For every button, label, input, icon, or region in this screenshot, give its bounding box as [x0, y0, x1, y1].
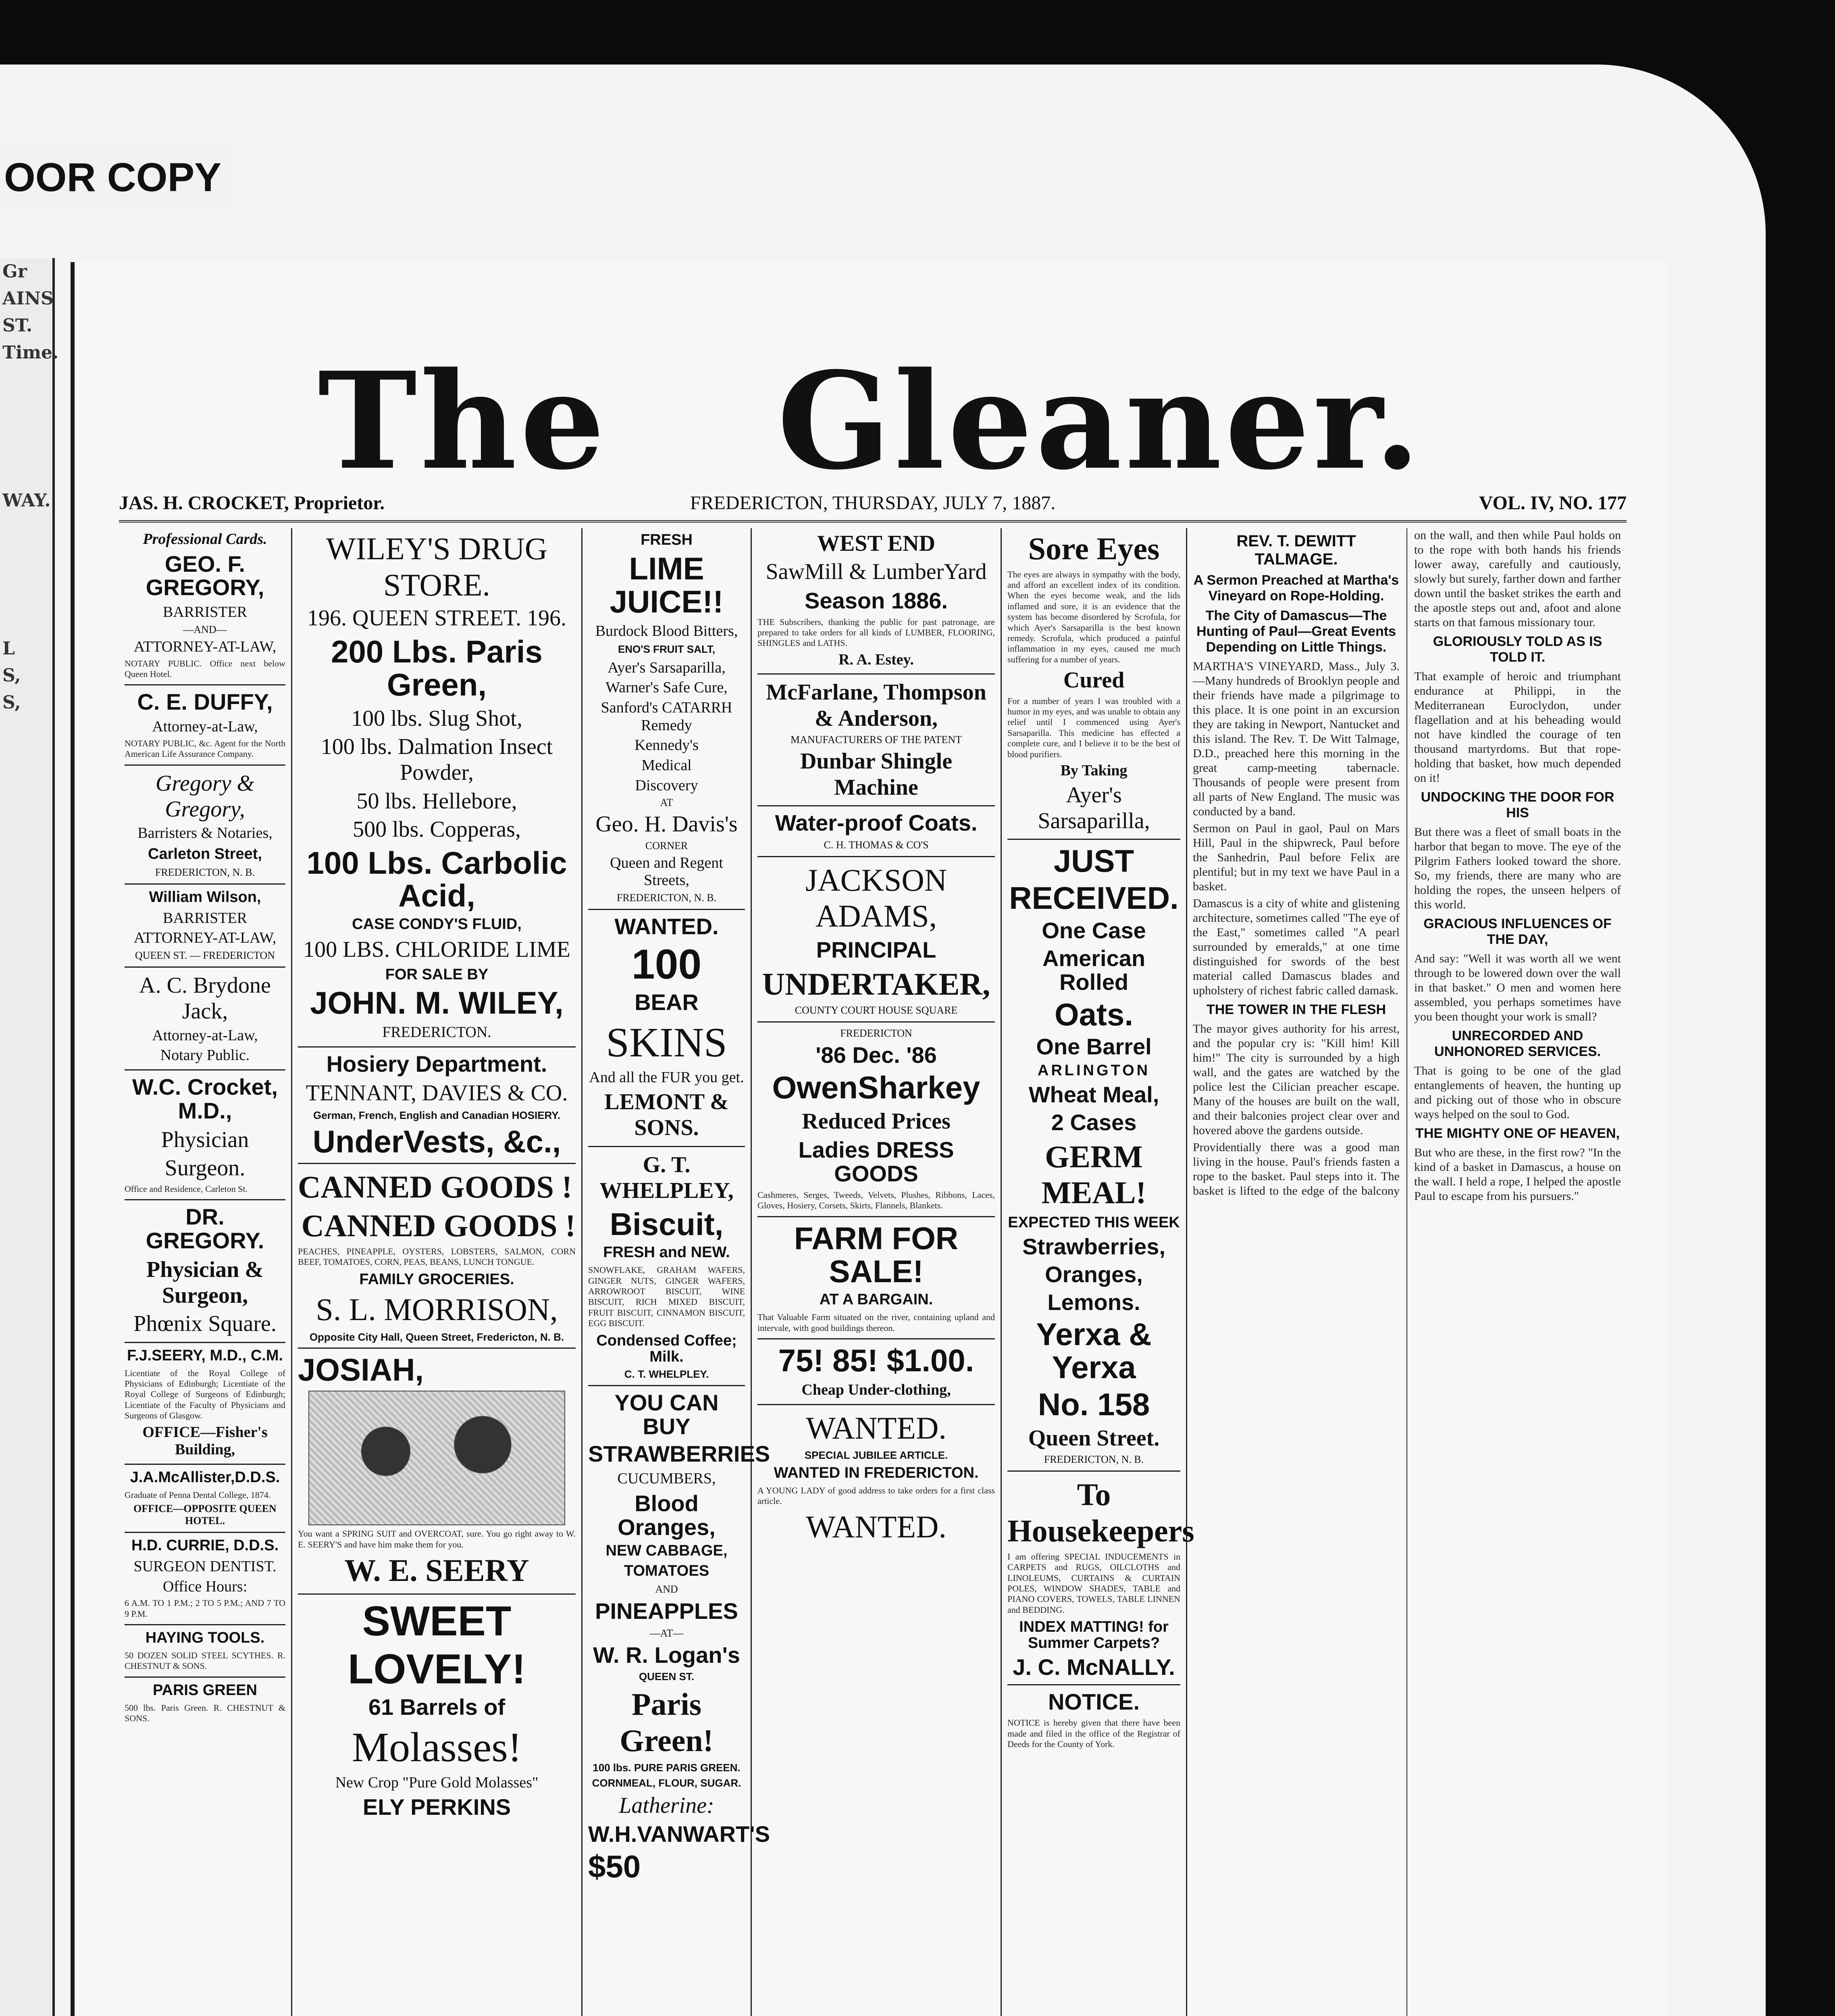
- ad-text: You want a SPRING SUIT and OVERCOAT, sure. You go right away to W. E. SEERY'S and have him make them for you.: [298, 1529, 576, 1549]
- ad-headline: Sore Eyes: [1028, 531, 1160, 566]
- ad-merchant: W.H.VANWART'S: [588, 1821, 770, 1847]
- ad-merchant: G. T. WHELPLEY,: [599, 1152, 734, 1204]
- ad-headline: CANNED GOODS !: [301, 1208, 576, 1243]
- indoor-copy-stamp: OOR COPY: [0, 145, 230, 210]
- divider: [298, 1046, 576, 1048]
- divider: [125, 1199, 285, 1200]
- masthead-word: Gleaner.: [777, 343, 1424, 499]
- ad-line: Cheap Under-clothing,: [801, 1381, 951, 1399]
- card-hours: 6 A.M. TO 1 P.M.; 2 TO 5 P.M.; AND 7 TO 9 P.M.: [125, 1598, 285, 1619]
- divider: [125, 1464, 285, 1465]
- column-professional-cards: [119, 528, 292, 2016]
- ad-merchant: Geo. H. Davis's: [595, 812, 738, 837]
- ad-line: EXPECTED THIS WEEK: [1008, 1214, 1180, 1231]
- strip-fragment: S,: [2, 665, 21, 686]
- ad-item: Sanford's CATARRH Remedy: [601, 699, 732, 734]
- ad-item: PINEAPPLES: [595, 1598, 738, 1624]
- ad-text: German, French, English and Canadian HOSIERY.: [313, 1109, 561, 1122]
- ad-line: FOR SALE BY: [385, 966, 489, 983]
- ad-line: CASE CONDY'S FLUID,: [352, 916, 522, 933]
- ad-address: 196. QUEEN STREET. 196.: [307, 606, 566, 631]
- article-subhead: GRACIOUS INFLUENCES OF THE DAY,: [1423, 916, 1612, 947]
- ad-merchant: LEMONT & SONS.: [604, 1089, 729, 1141]
- ad-text: I am offering SPECIAL INDUCEMENTS in CARPETS and RUGS, OILCLOTHS and LINOLEUMS, CURTAINS & CURTAIN POLES, WINDOW SHADES, TABLE and PIANO COVERS, TOWELS, TABLE LINNEN and BEDDING.: [1007, 1551, 1180, 1615]
- strip-fragment: S,: [2, 692, 21, 713]
- ad-merchant: C. H. THOMAS & CO'S: [824, 839, 929, 851]
- column-drug-store-ads: [292, 528, 583, 2016]
- divider: [588, 1146, 745, 1147]
- article-paragraph: The mayor gives authority for his arrest, and the popular cry is: "Kill him! Kill him!" The city is surrounded by a high wall, and the gates are watched by the police lest the Cilician preacher escape. Many of the houses are built on the wall, and their balconies project clear over and hovered above the gardens outside.: [1193, 1022, 1400, 1137]
- card-text: Licentiate of the Royal College of Physicians of Edinburgh; Licentiate of the Royal College of Surgeons of Edinburgh; Licentiate of the Faculty of Physicians and Surgeons of Glasgow.: [125, 1368, 285, 1421]
- ad-item: Kennedy's: [635, 737, 699, 754]
- ad-text: NOTICE is hereby given that there have been made and filed in the office of the Registrar of Deeds for the County of York.: [1007, 1718, 1180, 1749]
- ad-line: 50 lbs. Hellebore,: [356, 788, 517, 814]
- ad-line: Condensed Coffee; Milk.: [596, 1332, 737, 1365]
- ad-headline: GERM MEAL!: [1041, 1139, 1146, 1210]
- ad-headline: BEAR: [635, 989, 699, 1015]
- ad-line: Queen and Regent Streets,: [610, 854, 723, 889]
- strip-fragment: Gr: [2, 261, 27, 282]
- ad-headline: JOSIAH,: [298, 1352, 424, 1388]
- ad-headline: CANNED GOODS !: [298, 1169, 572, 1205]
- card-title: Attorney-at-Law,: [152, 718, 258, 735]
- ad-line: One Barrel: [1036, 1034, 1152, 1060]
- card-office: OFFICE—OPPOSITE QUEEN HOTEL.: [133, 1503, 277, 1527]
- ad-merchant: ELY PERKINS: [362, 1794, 511, 1820]
- ad-line: FAMILY GROCERIES.: [359, 1270, 514, 1288]
- ad-headline: WANTED.: [806, 1410, 947, 1445]
- ad-line: 100 lbs. PURE PARIS GREEN.: [593, 1762, 741, 1774]
- divider: [1007, 1470, 1180, 1472]
- article-paragraph: But there was a fleet of small boats in the harbor that began to move. The eye of the Pilgrim Fathers looked toward the shore. So, my friends, there are many who are holding the ropes, the unseen helpers of this world.: [1414, 825, 1621, 911]
- divider: [125, 684, 285, 685]
- divider: [757, 856, 995, 857]
- ad-merchant: McFarlane, Thompson & Anderson,: [766, 680, 986, 731]
- columns: [119, 528, 1627, 2016]
- article-subtitle: The City of Damascus—The Hunting of Paul—Great Events Depending on Little Things.: [1196, 608, 1396, 655]
- card-title: Attorney-at-Law,: [152, 1027, 258, 1044]
- ad-line: Wheat Meal,: [1028, 1082, 1159, 1108]
- article-subhead: THE MIGHTY ONE OF HEAVEN,: [1415, 1126, 1620, 1141]
- ad-text: 50 DOZEN SOLID STEEL SCYTHES. R. CHESTNUT & SONS.: [125, 1650, 285, 1671]
- ad-headline: Oats.: [1054, 996, 1134, 1032]
- card-address: QUEEN ST. — FREDERICTON: [135, 950, 275, 962]
- ad-headline: NOTICE.: [1048, 1689, 1140, 1714]
- ad-headline: JUST: [1053, 843, 1134, 879]
- ad-address: COUNTY COURT HOUSE SQUARE: [795, 1004, 958, 1016]
- ad-headline: Ladies DRESS GOODS: [798, 1137, 954, 1187]
- volume-number: VOL. IV, NO. 177: [1479, 492, 1627, 514]
- card-name: Gregory & Gregory,: [155, 771, 255, 822]
- divider: [298, 1593, 576, 1595]
- strip-fragment: WAY.: [2, 490, 51, 511]
- ad-line: New Crop "Pure Gold Molasses": [335, 1774, 539, 1791]
- divider: [125, 1677, 285, 1678]
- article-paragraph: And say: "Well it was worth all we went through to be lowered down over the wall in that basket." O men and women here assembled, you perhaps sometimes have you been thought your work is small?: [1414, 952, 1621, 1023]
- ad-headline: Ayer's Sarsaparilla,: [1038, 782, 1150, 834]
- divider: [125, 883, 285, 885]
- ad-headline: 75! 85! $1.00.: [778, 1343, 974, 1379]
- card-address: Phœnix Square.: [133, 1311, 277, 1337]
- ad-merchant: W. R. Logan's: [593, 1642, 740, 1668]
- divider: [125, 1532, 285, 1533]
- ad-headline: 100: [631, 941, 702, 988]
- ad-item: ENO'S FRUIT SALT,: [618, 643, 716, 656]
- strip-fragment: L: [2, 638, 15, 659]
- adjacent-page-strip: [0, 258, 59, 2016]
- ad-text: Cashmeres, Serges, Tweeds, Velvets, Plushes, Ribbons, Laces, Gloves, Hosiery, Corsets, Skirts, Flannels, Blankets.: [757, 1189, 995, 1211]
- ad-item: Strawberries,: [1022, 1234, 1165, 1260]
- ad-headline: STRAWBERRIES: [588, 1441, 770, 1467]
- card-name: F.J.SEERY, M.D., C.M.: [127, 1347, 283, 1364]
- card-name: J.A.McAllister,D.D.S.: [130, 1468, 280, 1486]
- ad-line: SPECIAL JUBILEE ARTICLE.: [804, 1449, 948, 1462]
- ad-headline: Molasses!: [352, 1724, 522, 1770]
- ad-text: SNOWFLAKE, GRAHAM WAFERS, GINGER NUTS, GINGER WAFERS, ARROWROOT BISCUIT, WINE BISCUIT, RICH MIXED BISCUIT, FRUIT BISCUIT, CINNAMON BISCUIT, EGG BISCUIT.: [588, 1265, 745, 1329]
- ad-headline: WANTED.: [806, 1509, 947, 1545]
- card-hours-label: Office Hours:: [162, 1578, 248, 1595]
- article-subhead: UNDOCKING THE DOOR FOR HIS: [1421, 789, 1614, 821]
- proprietor: JAS. H. CROCKET, Proprietor.: [119, 492, 385, 514]
- ad-item: NEW CABBAGE,: [605, 1542, 728, 1560]
- ad-text: PEACHES, PINEAPPLE, OYSTERS, LOBSTERS, SALMON, CORN BEEF, TOMATOES, CORN, PEAS, BEANS, LUNCH TONGUE.: [298, 1246, 576, 1267]
- ad-headline: Biscuit,: [610, 1206, 724, 1242]
- ad-headline: UnderVests, &c.,: [312, 1123, 561, 1159]
- card-address: Carleton Street,: [148, 846, 262, 863]
- ad-merchant: C. T. WHELPLEY.: [624, 1368, 709, 1381]
- ad-line: FRESH and NEW.: [603, 1244, 730, 1261]
- ad-merchant: JOHN. M. WILEY,: [310, 985, 564, 1021]
- card-text: Office and Residence, Carleton St.: [125, 1183, 248, 1194]
- ad-headline: SawMill & LumberYard: [766, 559, 987, 585]
- card-title: Barristers & Notaries,: [137, 825, 273, 842]
- ad-line: 200 Lbs. Paris Green,: [331, 633, 543, 702]
- ad-text: That Valuable Farm situated on the river, containing upland and intervale, with good buildings thereon.: [757, 1312, 995, 1333]
- ad-merchant: OwenSharkey: [772, 1070, 980, 1106]
- divider: [1007, 839, 1180, 840]
- ad-headline: LIME JUICE!!: [610, 550, 724, 619]
- strip-fragment: AINS: [2, 288, 54, 309]
- card-title: BARRISTER: [162, 909, 248, 927]
- ad-merchant: J. C. McNALLY.: [1013, 1654, 1175, 1680]
- ad-merchant: W. E. SEERY: [344, 1553, 529, 1588]
- article-title: A Sermon Preached at Martha's Vineyard on Rope-Holding.: [1193, 573, 1399, 604]
- card-name: A. C. Brydone Jack,: [139, 973, 271, 1024]
- ad-headline: RECEIVED.: [1009, 880, 1179, 916]
- divider: [757, 1338, 995, 1339]
- ad-merchant: JACKSON ADAMS,: [805, 862, 947, 934]
- ad-item: Burdock Blood Bitters,: [595, 622, 738, 639]
- ad-line: By Taking: [1060, 762, 1128, 779]
- ad-headline: WANTED.: [614, 913, 719, 939]
- ad-headline: FARM FOR SALE!: [794, 1220, 959, 1289]
- article-paragraph: MARTHA'S VINEYARD, Mass., July 3.—Many hundreds of Brooklyn people and their friends have made a pilgrimage to this place. It is one point in an excursion they are taking in Newport, Nantucket and this island. The Rev. T. De Witt Talmage, D.D., preached here this morning in the great camp-meeting tabernacle. Thousands of people were present from all parts of New England. The music was conducted by a band.: [1193, 660, 1400, 818]
- ad-headline: To Housekeepers: [1007, 1477, 1194, 1549]
- ad-headline: UNDERTAKER,: [762, 966, 990, 1002]
- divider: [757, 805, 995, 806]
- ad-line: 61 Barrels of: [368, 1694, 506, 1720]
- ad-line: CORNMEAL, FLOUR, SUGAR.: [592, 1776, 741, 1789]
- card-title: Surgeon.: [164, 1156, 245, 1181]
- column-business-ads: [752, 528, 1002, 2016]
- ad-line: FRESH: [641, 531, 693, 548]
- ad-merchant: R. A. Estey.: [838, 651, 914, 668]
- ad-headline: Paris Green!: [620, 1686, 714, 1758]
- ad-headline: Latherine:: [619, 1793, 714, 1818]
- card-title: Notary Public.: [160, 1047, 250, 1064]
- article-paragraph: That example of heroic and triumphant endurance at Philippi, in the Mediterranean Euroclydon, under flagellation and at his beheading would not have kindled the courage of ten thousand martyrdoms. But that rope-holding that basket, how much depended on it!: [1414, 670, 1621, 785]
- ad-headline: PARIS GREEN: [152, 1681, 257, 1699]
- ad-item: TOMATOES: [624, 1562, 709, 1580]
- ad-text: For a number of years I was troubled with a humor in my eyes, and was unable to obtain any relief until I commenced using Ayer's Sarsaparilla. This medicine has effected a complete cure, and I believe it to be the best of blood purifiers.: [1007, 696, 1180, 759]
- ad-line: CORNER: [645, 839, 688, 852]
- card-title: BARRISTER: [162, 604, 248, 621]
- ad-line: 100 lbs. Dalmation Insect Powder,: [320, 734, 553, 785]
- divider: [757, 1216, 995, 1217]
- card-name: H.D. CURRIE, D.D.S.: [131, 1537, 279, 1554]
- strip-fragment: Time.: [2, 342, 59, 363]
- sermon-article: [1193, 528, 1621, 2016]
- ad-headline: SKINS: [606, 1019, 727, 1066]
- ad-headline: SWEET: [362, 1597, 512, 1645]
- divider: [125, 966, 285, 968]
- ad-city: FREDERICTON, N. B.: [616, 892, 717, 904]
- ad-line: 100 Lbs. Carbolic Acid,: [306, 845, 567, 914]
- ad-headline: Season 1886.: [805, 587, 948, 613]
- ad-line: 500 lbs. Copperas,: [353, 817, 521, 842]
- divider: [125, 764, 285, 766]
- card-title: SURGEON DENTIST.: [133, 1558, 277, 1575]
- article-paragraph: Damascus is a city of white and glistening architecture, sometimes called "The eye of the East," sometimes called "A pearl surrounded by emeralds," at one time distinguished for swords of the best material called Damascus blades and upholstery of richest fabric called damask.: [1193, 897, 1400, 997]
- strip-fragment: ST.: [2, 315, 33, 336]
- divider: [588, 1385, 745, 1386]
- ad-item: Oranges,: [1045, 1261, 1143, 1287]
- divider: [125, 1342, 285, 1343]
- ad-headline: YOU CAN BUY: [614, 1389, 719, 1439]
- ad-line: MANUFACTURERS OF THE PATENT: [791, 734, 962, 746]
- divider: [298, 1347, 576, 1349]
- ad-city: FREDERICTON.: [382, 1024, 491, 1041]
- ad-headline: Dunbar Shingle Machine: [800, 749, 953, 800]
- ad-headline: LOVELY!: [347, 1645, 526, 1693]
- card-city: FREDERICTON, N. B.: [155, 866, 255, 878]
- divider: [588, 909, 745, 910]
- ad-line: '86 Dec. '86: [816, 1042, 937, 1068]
- article-subhead: GLORIOUSLY TOLD AS IS TOLD IT.: [1433, 634, 1602, 665]
- section-header: Professional Cards.: [143, 531, 267, 548]
- ad-address: Opposite City Hall, Queen Street, Fredericton, N. B.: [309, 1331, 564, 1343]
- ad-item: Lemons.: [1047, 1289, 1140, 1315]
- ad-merchant: S. L. MORRISON,: [316, 1292, 558, 1327]
- ad-line: And all the FUR you get.: [589, 1069, 744, 1086]
- ad-line: AT: [660, 797, 673, 809]
- ad-line: American Rolled: [1042, 945, 1146, 995]
- card-text: NOTARY PUBLIC. Office next below Queen Hotel.: [125, 658, 285, 679]
- card-name: DR. GREGORY.: [146, 1204, 264, 1253]
- ad-line: AT A BARGAIN.: [819, 1291, 933, 1308]
- ad-headline: Water-proof Coats.: [775, 810, 978, 835]
- ad-price: $50: [588, 1849, 641, 1885]
- ad-merchant: Yerxa & Yerxa: [1036, 1316, 1152, 1385]
- ad-headline: Cured: [1063, 668, 1125, 693]
- card-title: Physician: [161, 1127, 249, 1152]
- card-text: Graduate of Penna Dental College, 1874.: [125, 1489, 271, 1500]
- ad-line: 2 Cases: [1051, 1109, 1137, 1135]
- card-name: GEO. F. GREGORY,: [146, 551, 264, 600]
- ad-line: 100 LBS. CHLORIDE LIME: [303, 937, 570, 962]
- divider: [757, 673, 995, 675]
- column-sermon: [1187, 528, 1627, 2016]
- card-name: W.C. Crocket, M.D.,: [132, 1074, 278, 1123]
- ad-merchant: No. 158: [1038, 1387, 1150, 1422]
- ad-line: 100 lbs. Slug Shot,: [351, 706, 522, 731]
- ad-item: Medical: [641, 757, 692, 774]
- card-text: NOTARY PUBLIC, &c. Agent for the North American Life Assurance Company.: [125, 738, 285, 759]
- ad-headline: WANTED IN FREDERICTON.: [774, 1464, 979, 1481]
- ad-line: AND: [655, 1583, 678, 1595]
- issue-date: FREDERICTON, THURSDAY, JULY 7, 1887.: [690, 492, 1056, 514]
- ad-headline: WILEY'S DRUG STORE.: [326, 531, 548, 602]
- ad-item: Ayer's Sarsaparilla,: [608, 659, 726, 676]
- card-title: Physician & Surgeon,: [146, 1257, 264, 1308]
- ad-item: CUCUMBERS,: [617, 1470, 716, 1487]
- card-name: C. E. DUFFY,: [137, 689, 273, 715]
- article-author: REV. T. DEWITT TALMAGE.: [1236, 532, 1356, 568]
- ad-item: Discovery: [635, 777, 698, 794]
- ad-line: INDEX MATTING! for Summer Carpets?: [1019, 1618, 1169, 1652]
- ad-text: The eyes are always in sympathy with the body, and afford an excellent index of its condition. When the eyes become weak, and the lids inflamed and sore, it is an evidence that the system has become disordered by Scrofula, for which Ayer's Sarsaparilla is the best known remedy. Scrofula, which produced a painful inflammation in my eyes, caused me much suffering for a number of years.: [1007, 569, 1180, 664]
- ad-line: ARLINGTON: [1037, 1062, 1151, 1079]
- article-paragraph: But who are these, in the first row? "In the kind of a basket in Damascus, a house on the wall. I held a rope, I helped the apostle Paul to escape from his pursuers.": [1414, 1146, 1621, 1203]
- ad-text: 500 lbs. Paris Green. R. CHESTNUT & SONS.: [125, 1702, 285, 1723]
- masthead-title: [75, 343, 1667, 499]
- card-sub: —AND—: [183, 623, 227, 635]
- ad-item: Blood Oranges,: [618, 1490, 716, 1540]
- article-subhead: THE TOWER IN THE FLESH: [1206, 1002, 1386, 1017]
- ad-text: A YOUNG LADY of good address to take orders for a first class article.: [757, 1485, 995, 1506]
- column-store-ads: [1002, 528, 1194, 2016]
- masthead-word: The: [318, 343, 608, 499]
- ad-city: FREDERICTON: [840, 1027, 912, 1039]
- card-title: ATTORNEY-AT-LAW,: [133, 638, 277, 655]
- divider: [125, 1624, 285, 1625]
- ad-headline: HAYING TOOLS.: [145, 1629, 265, 1647]
- divider: [757, 1021, 995, 1023]
- dateline: [119, 492, 1627, 523]
- ad-headline: Hosiery Department.: [326, 1051, 547, 1077]
- ad-address: QUEEN ST.: [639, 1670, 695, 1683]
- article-subhead: UNRECORDED AND UNHONORED SERVICES.: [1434, 1028, 1601, 1059]
- divider: [757, 1404, 995, 1405]
- ad-line: One Case: [1042, 918, 1146, 943]
- card-office: OFFICE—Fisher's Building,: [142, 1423, 268, 1458]
- divider: [125, 1069, 285, 1070]
- divider: [1007, 1684, 1180, 1685]
- article-paragraph: Providentially there was a good man living in the house. Paul's friends fasten a rope to the basket. Paul steps into it. The basket is lifted to the edge of the balcony on the wall, and then while Paul holds on to the rope with both hands his friends lower away, carefully and cautiously, slowly but surely, farther down and farther down until the basket strikes the earth and the apostle steps out and, afoot and alone starts on that famous missionary tour.: [1193, 529, 1621, 1198]
- ad-city: FREDERICTON, N. B.: [1044, 1454, 1144, 1466]
- ad-headline: Reduced Prices: [802, 1108, 951, 1134]
- newspaper-page: [71, 262, 1667, 2016]
- ad-text: THE Subscribers, thanking the public for past patronage, are prepared to take orders for all kinds of LUMBER, FLOORING, SHINGLES and LATHS.: [757, 616, 995, 648]
- ad-line: PRINCIPAL: [816, 937, 936, 962]
- article-paragraph: That is going to be one of the glad entanglements of heaven, the hunting up and picking out of those who in obscure ways helped on the soul to God.: [1414, 1064, 1621, 1121]
- card-name: William Wilson,: [149, 888, 261, 906]
- ad-item: Warner's Safe Cure,: [605, 679, 728, 696]
- ad-merchant: TENNANT, DAVIES & CO.: [306, 1080, 568, 1106]
- divider: [298, 1163, 576, 1164]
- ad-address: Queen Street.: [1028, 1426, 1160, 1451]
- ad-line: —AT—: [649, 1627, 684, 1639]
- article-paragraph: Sermon on Paul in gaol, Paul on Mars Hill, Paul in the shipwreck, Paul before the Sanhedrin, Paul before Felix are plentiful; but in my text we have Paul in a basket.: [1193, 822, 1400, 893]
- illustration-figures: [308, 1391, 566, 1525]
- column-grocery-ads: [583, 528, 770, 2016]
- card-title: ATTORNEY-AT-LAW,: [133, 929, 277, 947]
- ad-headline: WEST END: [817, 531, 936, 556]
